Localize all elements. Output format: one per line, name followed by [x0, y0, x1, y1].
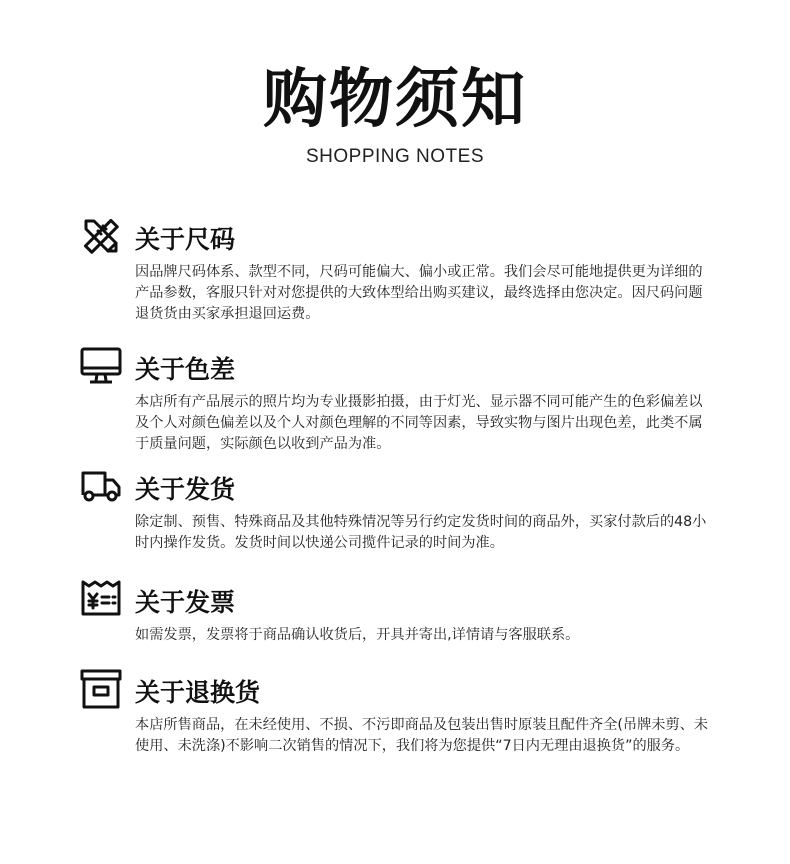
section-body: 本店所售商品，在未经使用、不损、不污即商品及包装出售时原装且配件齐全(吊牌未剪、未使用、未洗涤)不影响二次销售的情况下，我们将为您提供“7日内无理由退换货”的服务。 — [135, 717, 709, 754]
truck-icon — [80, 465, 122, 507]
invoice-icon — [80, 578, 122, 620]
section-title: 关于发票 — [135, 588, 236, 617]
section-title: 关于发货 — [135, 475, 236, 504]
section-body: 本店所有产品展示的照片均为专业摄影拍摄，由于灯光、显示器不同可能产生的色彩偏差以及个人对颜色偏差以及个人对颜色理解的不同等因素，导致实物与图片出现色差，此类不属于质量问题，实际颜色以收到产品为准。 — [135, 394, 703, 452]
section-body: 因品牌尺码体系、款型不同，尺码可能偏大、偏小或正常。我们会尽可能地提供更为详细的产品参数，客服只针对对您提供的大致体型给出购买建议，最终选择由您决定。因尺码问题退货货由买家承担退回运费。 — [135, 264, 703, 322]
section-body: 除定制、预售、特殊商品及其他特殊情况等另行约定发货时间的商品外，买家付款后的48小时内操作发货。发货时间以快递公司揽件记录的时间为准。 — [135, 514, 707, 551]
monitor-icon — [80, 345, 122, 387]
page-title: 购物须知 — [263, 63, 527, 137]
box-icon — [80, 668, 122, 710]
section-title: 关于色差 — [135, 355, 236, 384]
section-title: 关于退换货 — [135, 678, 261, 707]
ruler-pencil-icon — [80, 215, 122, 257]
section-body: 如需发票，发票将于商品确认收货后，开具并寄出,详情请与客服联系。 — [135, 627, 580, 643]
page-subtitle: SHOPPING NOTES — [305, 146, 485, 167]
section-title: 关于尺码 — [135, 225, 236, 254]
